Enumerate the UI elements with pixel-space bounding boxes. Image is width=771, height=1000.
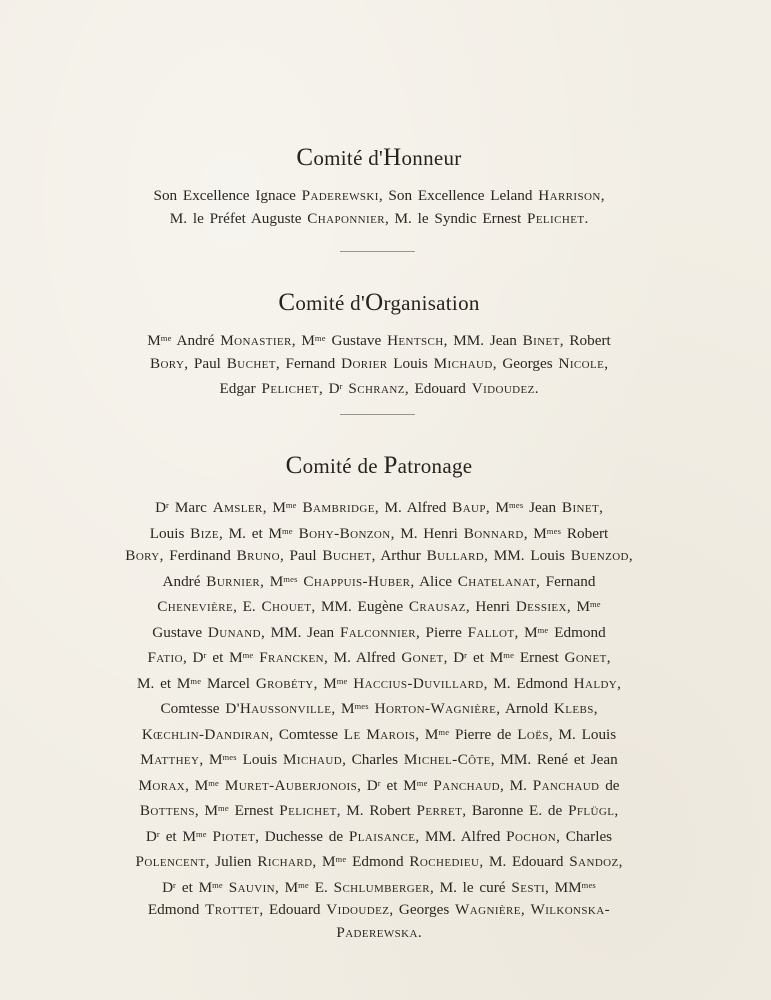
text-line: André Burnier, $M^{mes}$ Chappuis-Huber, Alice Chatelanat, Fernand [162,572,596,590]
text-line: Chenevière, E. Chouet, MM. Eugène Crausaz, Henri Dessiex, $M^{me}$ [157,598,601,615]
section-body-honneur [116,185,642,230]
text-line: Polencent, Julien Richard, $M^{me}$ Edmond Rochedieu, M. Edouard Sandoz, [135,853,623,870]
text-line: M. le Préfet Auguste Chaponnier, M. le Syndic Ernest Pelichet. [169,209,589,227]
text-line: Matthey, $M^{mes}$ Louis Michaud, Charles Michel-Côte, MM. René et Jean [140,751,618,768]
text-line: M. et $M^{me}$ Marcel Grobéty, $M^{me}$ Haccius-Duvillard, M. Edmond Haldy, [137,674,621,692]
patronage-names [116,494,642,944]
text-line: Paderewska. [336,923,422,941]
text-line: $M^{me}$ André Monastier, $M^{me}$ Gustave Hentsch, MM. Jean Binet, Robert [147,332,611,349]
text-line: Fatio, $D^r$ et $M^{me}$ Francken, M. Alfred Gonet, $D^r$ et $M^{me}$ Ernest Gonet, [147,649,611,666]
text-line: Bottens, $M^{me}$ Ernest Pelichet, M. Robert Perret, Baronne E. de Pflügl, [139,802,619,819]
section-body-patronage [116,494,642,944]
heading-comite-patronage: Comité de Patronage [285,452,473,479]
text-line: Morax, $M^{me}$ Muret-Auberjonois, $D^r$ et $M^{me}$ Panchaud, M. Panchaud de [138,776,620,794]
text-line: $D^r$ et $M^{me}$ Piotet, Duchesse de Plaisance, MM. Alfred Pochon, Charles [145,827,613,845]
text-line: Son Excellence Ignace Paderewski, Son Excellence Leland Harrison, [153,187,605,204]
text-line: Gustave Dunand, MM. Jean Falconnier, Pierre Fallot, $M^{me}$ Edmond [152,623,606,641]
section-heading-patronage [116,453,642,479]
text-line: $D^r$ Marc Amsler, $M^{me}$ Bambridge, M. Alfred Baup, $M^{mes}$ Jean Binet, [155,499,603,516]
section-divider [340,414,415,415]
text-line: Bory, Ferdinand Bruno, Paul Buchet, Arthur Bullard, MM. Louis Buenzod, [125,547,633,564]
text-line: Comtesse D'Haussonville, $M^{mes}$ Horton-Wagnière, Arnold Klebs, [160,700,598,717]
heading-comite-honneur: Comité d'Honneur [296,144,462,171]
section-body-organisation [116,327,642,401]
section-heading-organisation [116,290,642,316]
section-heading-honneur [116,145,642,171]
honneur-names [116,185,642,230]
text-line: Edgar Pelichet, $D^r$ Schranz, Edouard Vidoudez. [219,380,539,397]
organisation-names [116,327,642,401]
heading-comite-organisation: Comité d'Organisation [278,289,480,316]
text-line: Edmond Trottet, Edouard Vidoudez, Georges Wagnière, Wilkonska- [147,901,611,918]
text-line: Louis Bize, M. et $M^{me}$ Bohy-Bonzon, M. Henri Bonnard, $M^{mes}$ Robert [149,524,609,542]
section-divider [340,251,415,252]
text-line: Kœchlin-Dandiran, Comtesse Le Marois, $M^{me}$ Pierre de Loës, M. Louis [141,725,617,743]
text-line: Bory, Paul Buchet, Fernand Dorier Louis Michaud, Georges Nicole, [149,354,609,372]
text-line: $D^r$ et $M^{me}$ Sauvin, $M^{me}$ E. Schlumberger, M. le curé Sesti, $MM^{mes}$ [162,878,596,896]
